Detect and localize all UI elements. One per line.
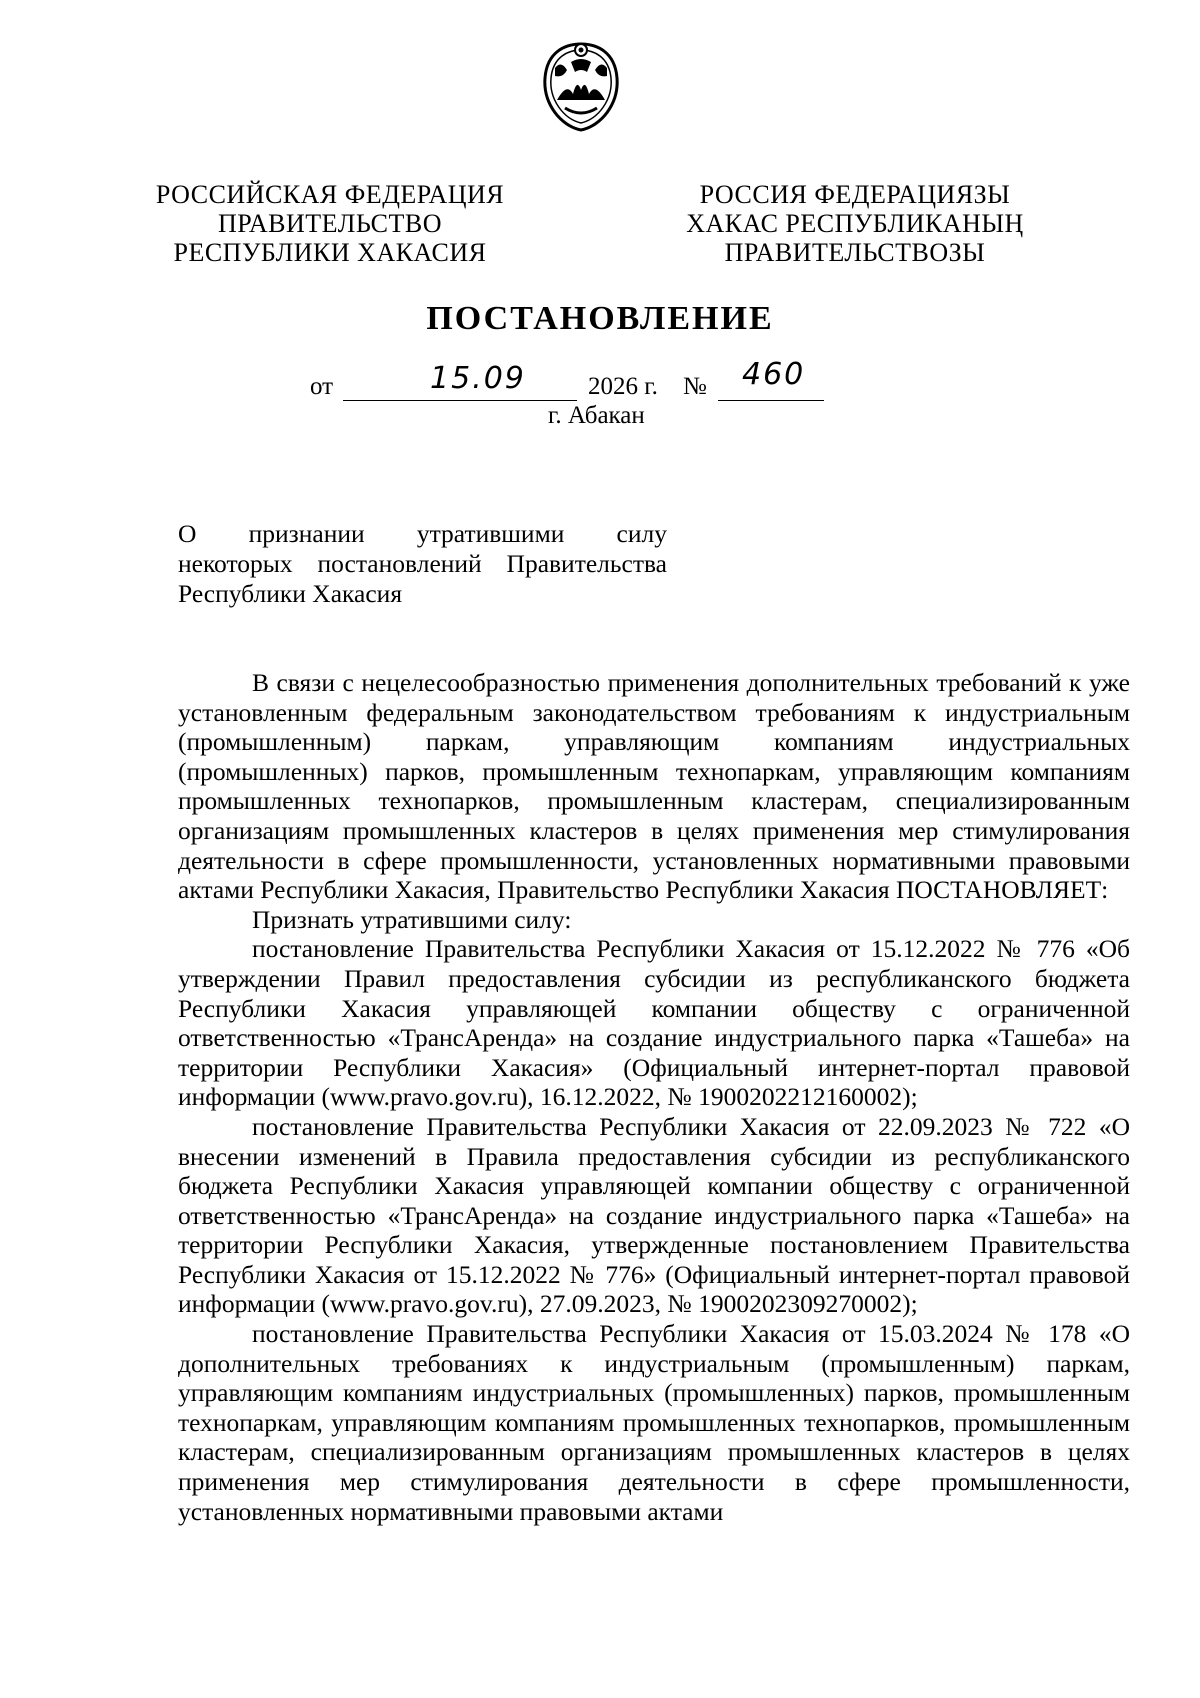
number-sign: № <box>683 373 707 400</box>
header-right-line: ХАКАС РЕСПУБЛИКАНЫҢ <box>686 209 1024 238</box>
city: г. Абакан <box>548 402 645 429</box>
date-prefix: от <box>310 373 334 400</box>
header-left-line: РЕСПУБЛИКИ ХАКАСИЯ <box>173 238 487 267</box>
header-left-line: РОССИЙСКАЯ ФЕДЕРАЦИЯ <box>155 180 505 209</box>
subject-line: некоторых постановлений Правительства <box>178 549 667 578</box>
header-right-line: ПРАВИТЕЛЬСТВОЗЫ <box>724 238 986 267</box>
document-type-title: ПОСТАНОВЛЕНИЕ <box>426 300 774 337</box>
date-handwritten: 15.09 <box>430 361 526 396</box>
number-underline <box>718 400 824 401</box>
header-left <box>140 180 520 267</box>
coat-of-arms-icon <box>537 38 625 134</box>
subject-block <box>178 519 667 609</box>
repealed-act-item: постановление Правительства Республики Хакасия от 22.09.2023 № 722 «О внесении изменений в Правила предоставления субсидии из республиканского бюджета Республики Хакасия управляющей компании обществу с ограниченной ответственностью «ТрансАренда» на создание индустриального парка «Ташеба» на территории Республики Хакасия, утвержденные постановлением Правительства Республики Хакасия от 15.12.2022 № 776» (Официальный интернет-портал правовой информации (www.pravo.gov.ru), 27.09.2023, № 1900202309270002); <box>178 1111 1130 1319</box>
number-handwritten: 460 <box>742 357 806 392</box>
subject-line: О признании утратившими силу <box>178 519 667 548</box>
document-body <box>178 668 1130 1526</box>
repealed-act-item: постановление Правительства Республики Хакасия от 15.12.2022 № 776 «Об утверждении Правил предоставления субсидии из республиканского бюджета Республики Хакасия управляющей компании обществу с ограниченной ответственностью «ТрансАренда» на создание индустриального парка «Ташеба» на территории Республики Хакасия» (Официальный интернет-портал правовой информации (www.pravo.gov.ru), 16.12.2022, № 1900202212160002); <box>178 934 1130 1112</box>
year-text: 2026 г. <box>588 373 658 400</box>
preamble-paragraph: В связи с нецелесообразностью применения дополнительных требований к уже установленным федеральным законодательством требованиям к индустриальным (промышленным) паркам, управляющим компаниям индустриальных (промышленных) парков, промышленным технопаркам, управляющим компаниям промышленных технопарков, промышленным кластерам, специализированным организациям промышленных кластеров в целях применения мер стимулирования деятельности в сфере промышленности, установленных нормативными правовыми актами Республики Хакасия, Правительство Республики Хакасия ПОСТАНОВЛЯЕТ: <box>178 668 1130 905</box>
date-number-line <box>0 357 1200 403</box>
resolution-clause: Признать утратившими силу: <box>252 904 572 934</box>
repealed-act-item: постановление Правительства Республики Хакасия от 15.03.2024 № 178 «О дополнительных требованиях к индустриальным (промышленным) паркам, управляющим компаниям индустриальных (промышленных) парков, промышленным технопаркам, управляющим компаниям промышленных технопарков, промышленным кластерам, специализированным организациям промышленных кластеров в целях применения мер стимулирования деятельности в сфере промышленности, установленных нормативными правовыми актами <box>178 1319 1130 1526</box>
subject-line: Республики Хакасия <box>178 579 403 608</box>
header-right-line: РОССИЯ ФЕДЕРАЦИЯЗЫ <box>699 180 1011 209</box>
header-right <box>660 180 1050 267</box>
header-left-line: ПРАВИТЕЛЬСТВО <box>218 209 442 238</box>
date-underline <box>343 400 577 401</box>
